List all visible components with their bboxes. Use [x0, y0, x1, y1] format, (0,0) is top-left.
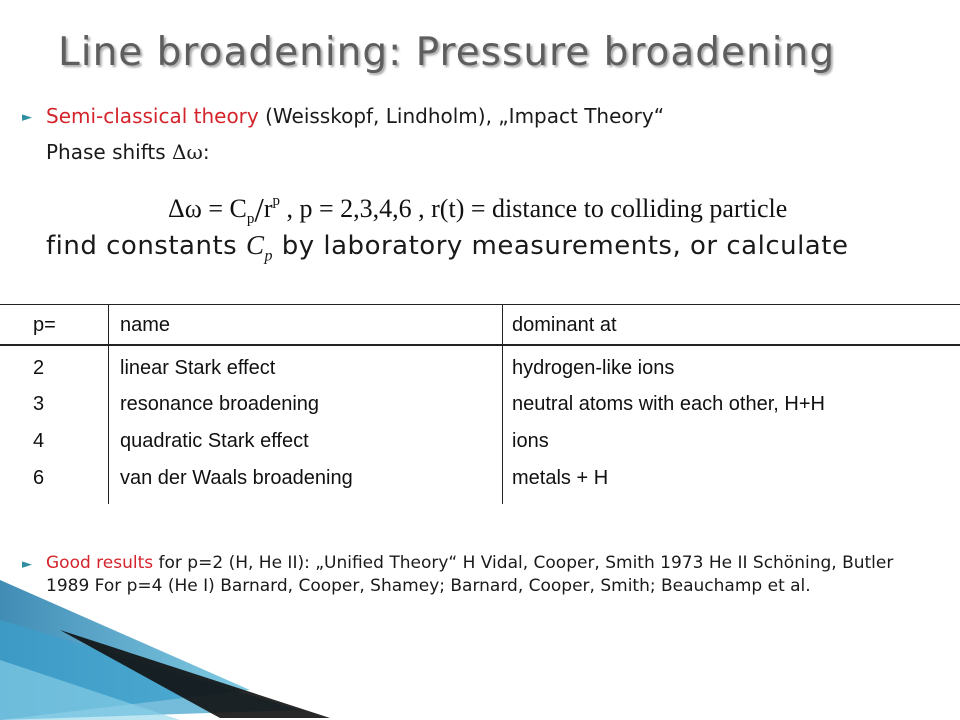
table-row-3-name: van der Waals broadening — [120, 467, 353, 489]
bullet-arrow-icon: ► — [22, 110, 32, 125]
formula-r: r — [263, 194, 273, 223]
cp-symbol: $C_p$ — [245, 230, 273, 265]
table-row-1-dominant: neutral atoms with each other, H+H — [512, 393, 825, 415]
table-header-p: p= — [33, 314, 56, 336]
table-row-3-p: 6 — [33, 467, 45, 489]
table-top-border — [0, 304, 960, 305]
table-row-1-name: resonance broadening — [120, 393, 320, 415]
semi-classical-rest: (Weisskopf, Lindholm), „Impact Theory“ — [258, 104, 665, 128]
table-row-1-p: 3 — [33, 393, 45, 415]
formula-sup: p — [272, 193, 280, 209]
slide-title: Line broadening: Pressure broadening — [58, 30, 836, 75]
formula-lhs: Δω — [168, 194, 202, 223]
table-row-2-p: 4 — [33, 430, 45, 452]
table-col-divider-2 — [502, 304, 503, 504]
semi-classical-highlight: Semi-classical theory — [46, 104, 259, 128]
formula-rest: , p = 2,3,4,6 , r(t) = distance to colliding particle — [279, 194, 788, 223]
phase-shifts-colon: : — [202, 140, 210, 164]
find-after: by laboratory measurements, or calculate — [272, 231, 849, 261]
find-before: find constants — [46, 231, 246, 261]
table-row-0-p: 2 — [33, 357, 45, 379]
table-row-2-dominant: ions — [512, 430, 549, 452]
find-constants-text — [46, 226, 906, 275]
table-header-border — [0, 344, 960, 346]
formula-eq: = C — [201, 194, 247, 223]
table-col-divider-1 — [108, 304, 109, 504]
table-row-0-dominant: hydrogen-like ions — [512, 357, 675, 379]
delta-omega-symbol: Δω — [172, 140, 203, 164]
good-results-highlight: Good results — [46, 553, 154, 573]
bullet-semi-classical — [46, 104, 664, 128]
table-row-0-name: linear Stark effect — [120, 357, 276, 379]
good-results-rest: for p=2 (H, He II): „Unified Theory“ H Vidal, Cooper, Smith 1973 He II Schöning, Butler 1989 For p=4 (He I) Barnard, Cooper, Shamey; Barnard, Cooper, Smith; Beauchamp et al. — [46, 553, 894, 596]
table-row-2-name: quadratic Stark effect — [120, 430, 309, 452]
formula-sub: p — [246, 211, 255, 228]
phase-shifts-line — [46, 140, 210, 164]
table-row-3-dominant: metals + H — [512, 467, 609, 489]
table-header-name: name — [120, 314, 171, 336]
formula-slash: / — [254, 192, 264, 229]
bullet-arrow-icon-2: ► — [22, 557, 32, 572]
decorative-swoosh — [0, 560, 340, 720]
table-header-dominant: dominant at — [512, 314, 617, 336]
formula — [168, 192, 787, 230]
phase-shifts-label: Phase shifts — [46, 140, 173, 164]
